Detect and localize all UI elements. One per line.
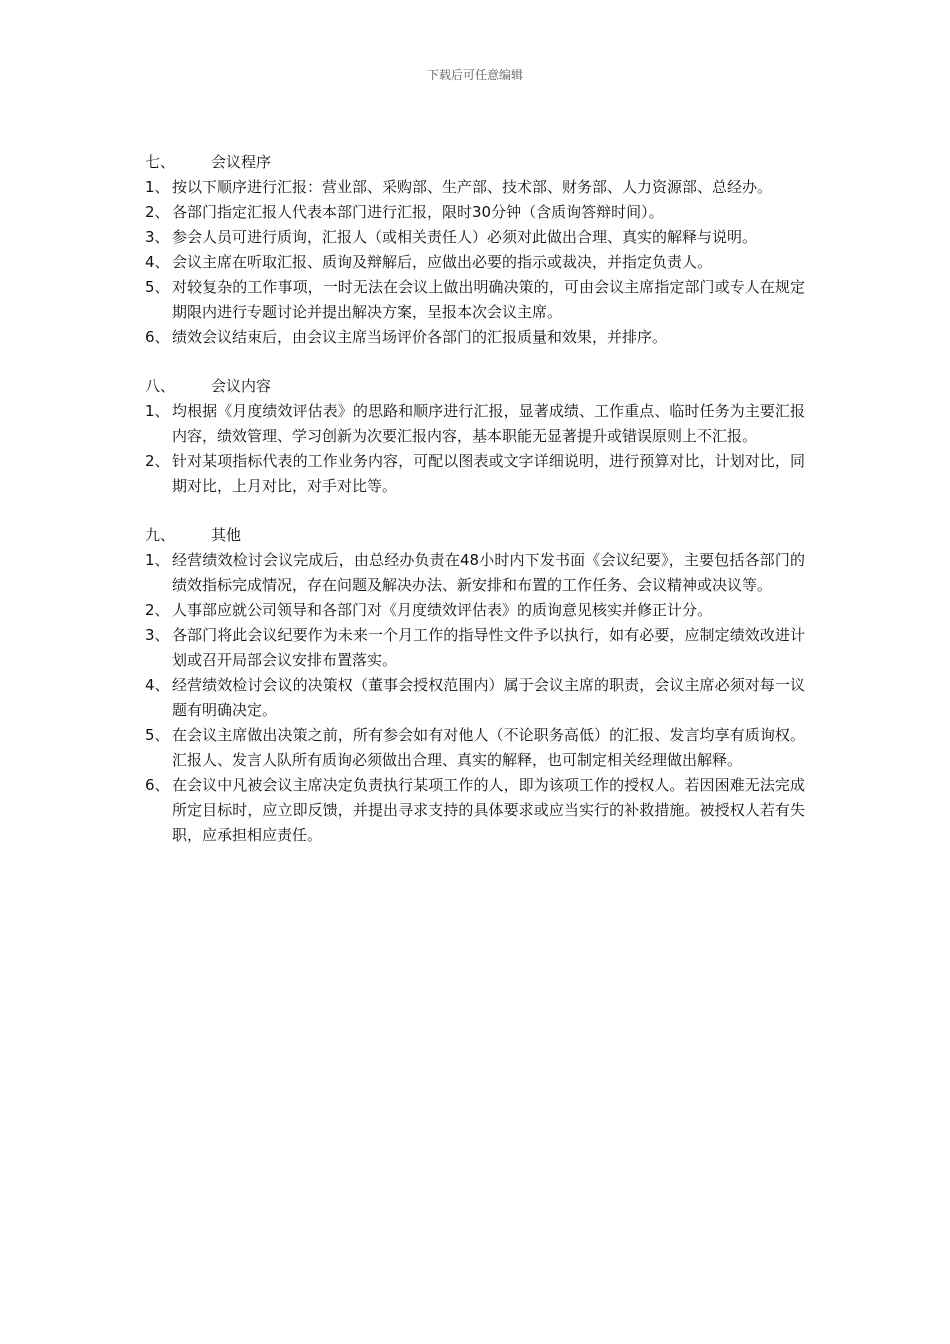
item-text: 经营绩效检讨会议的决策权（董事会授权范围内）属于会议主席的职责，会议主席必须对每一议题有明确决定。 bbox=[172, 676, 805, 719]
item-text: 对较复杂的工作事项，一时无法在会议上做出明确决策的，可由会议主席指定部门或专人在规定期限内进行专题讨论并提出解决方案，呈报本次会议主席。 bbox=[172, 278, 805, 321]
list-item bbox=[145, 200, 805, 225]
item-number: 1、 bbox=[145, 402, 170, 420]
list-item bbox=[145, 250, 805, 275]
item-number: 1、 bbox=[145, 178, 170, 196]
section-title: 会议内容 bbox=[211, 377, 272, 395]
list-item bbox=[145, 275, 805, 325]
page-header-note: 下载后可任意编辑 bbox=[426, 68, 523, 82]
list-item bbox=[145, 325, 805, 350]
section-title: 会议程序 bbox=[211, 153, 272, 171]
section-title: 其他 bbox=[211, 526, 242, 544]
section-number: 九、 bbox=[145, 526, 176, 544]
document-body bbox=[145, 150, 805, 872]
item-number: 2、 bbox=[145, 601, 170, 619]
item-text: 经营绩效检讨会议完成后，由总经办负责在48小时内下发书面《会议纪要》，主要包括各部门的绩效指标完成情况，存在问题及解决办法、新安排和布置的工作任务、会议精神或决议等。 bbox=[172, 551, 805, 594]
list-item bbox=[145, 773, 805, 848]
list-item bbox=[145, 548, 805, 598]
item-number: 4、 bbox=[145, 253, 170, 271]
item-number: 5、 bbox=[145, 726, 170, 744]
item-number: 3、 bbox=[145, 626, 170, 644]
item-text: 按以下顺序进行汇报：营业部、采购部、生产部、技术部、财务部、人力资源部、总经办。 bbox=[172, 178, 773, 196]
item-number: 6、 bbox=[145, 328, 170, 346]
section-heading bbox=[145, 374, 805, 399]
section-number: 八、 bbox=[145, 377, 176, 395]
item-text: 人事部应就公司领导和各部门对《月度绩效评估表》的质询意见核实并修正计分。 bbox=[172, 601, 713, 619]
item-text: 在会议主席做出决策之前，所有参会如有对他人（不论职务高低）的汇报、发言均享有质询权。汇报人、发言人队所有质询必须做出合理、真实的解释，也可制定相关经理做出解释。 bbox=[172, 726, 805, 769]
item-text: 各部门将此会议纪要作为未来一个月工作的指导性文件予以执行，如有必要，应制定绩效改进计划或召开局部会议安排布置落实。 bbox=[172, 626, 805, 669]
item-number: 6、 bbox=[145, 776, 170, 794]
section-heading bbox=[145, 523, 805, 548]
item-text: 针对某项指标代表的工作业务内容，可配以图表或文字详细说明，进行预算对比，计划对比，同期对比，上月对比，对手对比等。 bbox=[172, 452, 805, 495]
list-item bbox=[145, 449, 805, 499]
list-item bbox=[145, 598, 805, 623]
section-other bbox=[145, 523, 805, 848]
item-number: 2、 bbox=[145, 452, 170, 470]
section-meeting-content bbox=[145, 374, 805, 499]
list-item bbox=[145, 399, 805, 449]
list-item bbox=[145, 175, 805, 200]
item-text: 各部门指定汇报人代表本部门进行汇报，限时30分钟（含质询答辩时间）。 bbox=[172, 203, 664, 221]
item-number: 1、 bbox=[145, 551, 170, 569]
list-item bbox=[145, 225, 805, 250]
list-item bbox=[145, 723, 805, 773]
item-text: 绩效会议结束后，由会议主席当场评价各部门的汇报质量和效果，并排序。 bbox=[172, 328, 668, 346]
item-number: 2、 bbox=[145, 203, 170, 221]
item-text: 在会议中凡被会议主席决定负责执行某项工作的人，即为该项工作的授权人。若因困难无法完成所定目标时，应立即反馈，并提出寻求支持的具体要求或应当实行的补救措施。被授权人若有失职，应承担相应责任。 bbox=[172, 776, 805, 844]
item-number: 3、 bbox=[145, 228, 170, 246]
section-number: 七、 bbox=[145, 153, 176, 171]
item-text: 会议主席在听取汇报、质询及辩解后，应做出必要的指示或裁决，并指定负责人。 bbox=[172, 253, 713, 271]
section-meeting-procedure bbox=[145, 150, 805, 350]
item-text: 均根据《月度绩效评估表》的思路和顺序进行汇报，显著成绩、工作重点、临时任务为主要汇报内容，绩效管理、学习创新为次要汇报内容，基本职能无显著提升或错误原则上不汇报。 bbox=[172, 402, 805, 445]
item-number: 4、 bbox=[145, 676, 170, 694]
item-number: 5、 bbox=[145, 278, 170, 296]
item-text: 参会人员可进行质询，汇报人（或相关责任人）必须对此做出合理、真实的解释与说明。 bbox=[172, 228, 758, 246]
list-item bbox=[145, 673, 805, 723]
section-heading bbox=[145, 150, 805, 175]
list-item bbox=[145, 623, 805, 673]
